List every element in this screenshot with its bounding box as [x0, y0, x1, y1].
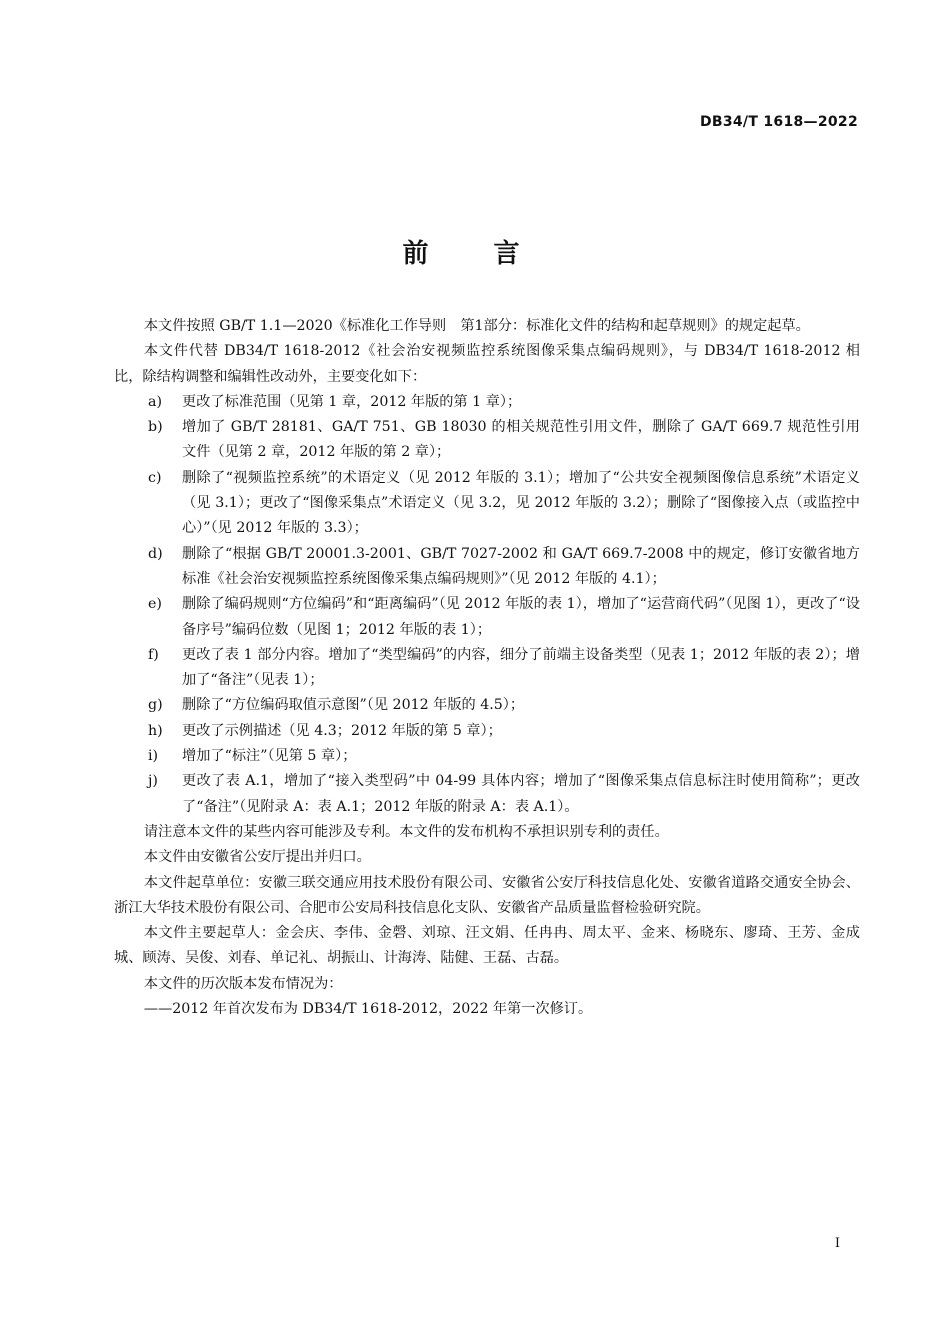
patent-notice: 请注意本文件的某些内容可能涉及专利。本文件的发布机构不承担识别专利的责任。 [143, 823, 669, 840]
list-item [114, 693, 860, 718]
drafters: 本文件主要起草人：金会庆、李伟、金磬、刘琼、汪文娟、任冉冉、周太平、金来、杨晓东、廖琦、王芳、金成城、顾涛、吴俊、刘春、单记礼、胡振山、计海涛、陆健、王磊、古磊。 [114, 925, 860, 967]
list-item [114, 744, 860, 769]
list-marker: f) [148, 646, 159, 663]
list-item [114, 769, 860, 820]
list-marker: j) [148, 773, 158, 790]
list-item-text: 更改了表 A.1，增加了“接入类型码”中 04-99 具体内容；增加了“图像采集点信息标注时使用简称”；更改了“备注”（见附录 A：表 A.1；2012 年版的附录 A：表 A.1）。 [182, 773, 860, 815]
list-item-text: 更改了标准范围（见第 1 章，2012 年版的第 1 章）； [182, 393, 522, 410]
list-item-text: 删除了“视频监控系统”的术语定义（见 2012 年版的 3.1）；增加了“公共安全视频图像信息系统”术语定义（见 3.1）；更改了“图像采集点”术语定义（见 3.2，见 2012 年版的 3.2）；删除了“图像接入点（或监控中心）”（见 2012 年版的 3.3）； [182, 469, 860, 537]
list-item-text: 删除了“方位编码取值示意图”（见 2012 年版的 4.5）； [182, 697, 525, 714]
standard-code: DB34/T 1618—2022 [699, 114, 858, 130]
list-item [114, 643, 860, 694]
list-item [114, 415, 860, 466]
list-item [114, 542, 860, 593]
list-item [114, 592, 860, 643]
page-number: I [834, 1236, 840, 1251]
list-item [114, 719, 860, 744]
list-marker: i) [148, 748, 159, 765]
page-title: 前 言 [402, 239, 548, 269]
list-item-text: 删除了编码规则“方位编码”和“距离编码”（见 2012 年版的表 1），增加了“运营商代码”（见图 1），更改了“设备序号”编码位数（见图 1；2012 年版的表 1）； [182, 596, 860, 638]
list-marker: b) [148, 419, 163, 436]
history-entry: ——2012 年首次发布为 DB34/T 1618-2012，2022 年第一次修订。 [143, 1001, 593, 1018]
list-item-text: 更改了示例描述（见 4.3；2012 年版的第 5 章）； [182, 722, 502, 739]
list-marker: a) [148, 393, 162, 410]
list-marker: g) [148, 697, 163, 714]
proposer-statement: 本文件由安徽省公安厅提出并归口。 [143, 849, 371, 866]
list-item-text: 增加了“标注”（见第 5 章）； [182, 748, 357, 765]
list-item [114, 466, 860, 542]
changes-list [114, 390, 860, 820]
list-item-text: 删除了“根据 GB/T 20001.3-2001、GB/T 7027-2002 和 GA/T 669.7-2008 中的规定，修订安徽省地方标准《社会治安视频监控系统图像采集点编码规则》”（见 2012 年版的 4.1）； [182, 545, 860, 587]
list-item-text: 更改了表 1 部分内容。增加了“类型编码”的内容，细分了前端主设备类型（见表 1；2012 年版的表 2）；增加了“备注”（见表 1）； [182, 646, 860, 689]
list-marker: h) [148, 722, 163, 739]
history-intro: 本文件的历次版本发布情况为： [143, 975, 343, 992]
paragraph-replacement: 本文件代替 DB34/T 1618-2012《社会治安视频监控系统图像采集点编码规则》，与 DB34/T 1618-2012 相比，除结构调整和编辑性改动外，主要变化如下： [114, 343, 860, 385]
list-marker: e) [148, 596, 162, 613]
list-marker: d) [148, 545, 163, 562]
drafting-units: 本文件起草单位：安徽三联交通应用技术股份有限公司、安徽省公安厅科技信息化处、安徽省道路交通安全协会、浙江大华技术股份有限公司、合肥市公安局科技信息化支队、安徽省产品质量监督检验研究院。 [114, 874, 860, 916]
list-item [114, 390, 860, 415]
list-item-text: 增加了 GB/T 28181、GA/T 751、GB 18030 的相关规范性引用文件，删除了 GA/T 669.7 规范性引用文件（见第 2 章，2012 年版的第 2 章）； [182, 419, 860, 461]
paragraph-drafting-basis: 本文件按照 GB/T 1.1—2020《标准化工作导则 第1部分：标准化文件的结构和起草规则》的规定起草。 [143, 318, 810, 334]
list-marker: c) [148, 469, 162, 486]
foreword-body [114, 314, 860, 1022]
